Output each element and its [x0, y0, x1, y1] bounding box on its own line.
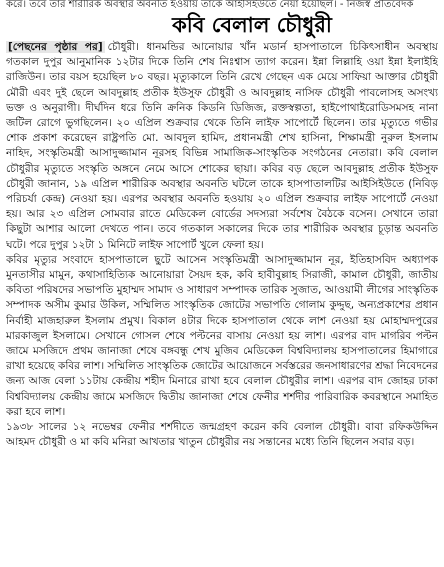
article-paragraph	[6, 253, 438, 420]
paragraph-text: চৌধুরী। ধানমন্ডির আনোয়ার খাঁন মডার্ন হাসপাতালে চিকিৎসাধীন অবস্থায় গতকাল দুপুর আনুমানিক ১২টার দিকে তিনি শেষ নিঃশ্বাস ত্যাগ করেন। ইন্না লিল্লাহি ওয়া ইন্না ইলাইহি রাজিউন। তার বয়স হয়েছিল ৮০ বছর। মৃত্যুকালে তিনি রেখে গেছেন এক মেয়ে সাফিয়া আক্তার চৌধুরী মৌরী এবং দুই ছেলে আবদুল্লাহ প্রতীক ইউসুফ চৌধুরী ও আবদুল্লাহ নাসিফ চৌধুরী পাবলোসহ অসংখ্য ভক্ত ও অনুরাগী। দীর্ঘদিন ধরে তিনি ক্রনিক কিডনি ডিজিজ, রক্তস্বল্পতা, হাইপোথাইরোডিসমসহ নানা জটিল রোগে ভুগছিলেন। ২০ এপ্রিল শুক্রবার থেকে তিনি লাইফ সাপোর্টে ছিলেন। তার মৃত্যুতে গভীর শোক প্রকাশ করেছেন রাষ্ট্রপতি মো. আবদুল হামিদ, প্রধানমন্ত্রী শেখ হাসিনা, শিক্ষামন্ত্রী নুরুল ইসলাম নাহিদ, সংস্কৃতিমন্ত্রী আসাদুজ্জামান নূরসহ বিভিন্ন সামাজিক-সাংস্কৃতিক সংগঠনের নেতারা। কবি বেলাল চৌধুরীর মৃত্যুতে সংস্কৃতি অঙ্গনে নেমে আসে শোকের ছায়া। কবির বড় ছেলে আবদুল্লাহ প্রতীক ইউসুফ চৌধুরী জানান, ১৯ এপ্রিল শারীরিক অবস্থার অবনতি ঘটলে তাকে হাসপাতালটির আইসিইউতে (নিবিড় পরিচর্যা কেন্দ্র) নেওয়া হয়। এরপর অবস্থার অবনতি হওয়ায় ২০ এপ্রিল শুক্রবার লাইফ সাপোর্টে নেওয়া হয়। আর ২৩ এপ্রিল সোমবার রাতে মেডিকেল বোর্ডের সদস্যরা সর্বশেষ বৈঠকে বসেন। সেখানে তারা কিছুটা আশার আলো দেখতে পান। তবে গতকাল সকালের দিকে তার শারীরিক অবস্থার চূড়ান্ত অবনতি ঘটে। পরে দুপুর ১২টা ১ মিনিটে লাইফ সাপোর্ট খুলে ফেলা হয়।	[6, 41, 438, 251]
paragraph-text: কবির মৃত্যুর সংবাদে হাসপাতালে ছুটে আসেন সংস্কৃতিমন্ত্রী আসাদুজ্জামান নূর, ইতিহাসবিদ অধ্যাপক মুনতাসীর মামুন, কথাসাহিত্যিক আনোয়ারা সৈয়দ হক, কবি হাবীবুল্লাহ সিরাজী, কামাল চৌধুরী, জাতীয় কবিতা পরিষদের সভাপতি মুহাম্মদ সামাদ ও সাধারণ সম্পাদক তারিক সুজাত, আওয়ামী লীগের সাংস্কৃতিক সম্পাদক অসীম কুমার উকিল, সম্মিলিত সাংস্কৃতিক জোটের সভাপতি গোলাম কুদ্দুছ, অন্যপ্রকাশের প্রধান নির্বাহী মাজহারুল ইসলাম প্রমুখ। বিকাল ৪টার দিকে হাসপাতাল থেকে লাশ নেওয়া হয় মোহাম্মদপুরের মারকাজুল ইসলামে। সেখানে গোসল শেষে পল্টনের বাসায় নেওয়া হয় লাশ। এরপর বাদ মাগরিব পল্টন জামে মসজিদে প্রথম জানাজা শেষে বঙ্গবন্ধু শেখ মুজিব মেডিকেল বিশ্ববিদ্যালয় হাসপাতালের হিমাগারে রাখা হয়েছে কবির লাশ। সম্মিলিত সাংস্কৃতিক জোটের আয়োজনে সর্বস্তরের জনসাধারণের শ্রদ্ধা নিবেদনের জন্য আজ বেলা ১১টায় কেন্দ্রীয় শহীদ মিনারে রাখা হবে বেলাল চৌধুরীর লাশ। এরপর বাদ জোহর ঢাকা বিশ্ববিদ্যালয় কেন্দ্রীয় জামে মসজিদে দ্বিতীয় জানাজা শেষে ফেনীর শর্শদীর পারিবারিক কবরস্থানে সমাহিত করা হবে লাশ।	[6, 253, 438, 418]
article-paragraph	[6, 420, 438, 450]
previous-article-tail: করে। তবে তাঁর শারীরিক অবস্থার অবনতি হওয়ায় তাঁকে আইসিইউতে নেয়া হয়েছিল। - নিজস্ব প্রতিবেদক	[6, 0, 414, 10]
article-body	[6, 40, 438, 562]
paragraph-text: ১৯৩৮ সালের ১২ নভেম্বর ফেনীর শর্শদীতে জন্মগ্রহণ করেন কবি বেলাল চৌধুরী। বাবা রফিকউদ্দিন আহমদ চৌধুরী ও মা কবি মনিরা আখতার খাতুন চৌধুরীর নয় সন্তানের মধ্যে তিনি ছিলেন সবার বড়।	[6, 421, 438, 449]
article-paragraph	[6, 40, 438, 253]
article-headline: কবি বেলাল চৌধুরী	[172, 13, 332, 37]
continued-from-label: [পেছনের পৃষ্ঠার পর]	[8, 41, 103, 53]
